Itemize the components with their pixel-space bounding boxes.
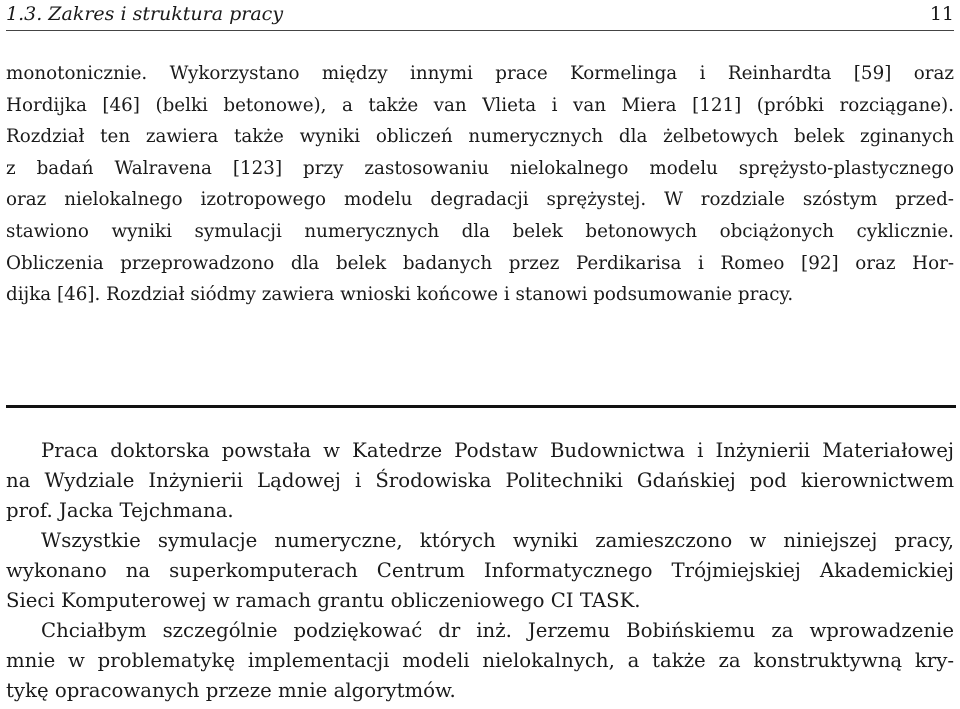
section-title: 1.3. Zakres i struktura pracy (6, 3, 284, 25)
text-line: dijka [46]. Rozdział siódmy zawiera wnioski końcowe i stanowi podsumowanie pracy. (6, 284, 794, 306)
ack-line: Wszystkie symulacje numeryczne, których wyniki zamieszczono w niniejszej pracy, (41, 529, 954, 552)
ack-line: prof. Jacka Tejchmana. (6, 499, 234, 522)
text-line: Obliczenia przeprowadzono dla belek badanych przez Perdikarisa i Romeo [92] oraz Hor- (6, 252, 954, 274)
ack-line: Sieci Komputerowej w ramach grantu obliczeniowego CI TASK. (6, 589, 641, 612)
text-line: Hordijka [46] (belki betonowe), a także van Vlieta i van Miera [121] (próbki rozciągane). (6, 94, 954, 116)
text-line: stawiono wyniki symulacji numerycznych dla belek betonowych obciążonych cyklicznie. (6, 220, 954, 242)
text-line: Rozdział ten zawiera także wyniki obliczeń numerycznych dla żelbetowych belek zginanych (6, 126, 954, 148)
page-number: 11 (929, 3, 954, 25)
running-header (6, 0, 954, 31)
ack-line: mnie w problematykę implementacji modeli nielokalnych, a także za konstruktywną kry- (6, 649, 954, 672)
ack-line: Praca doktorska powstała w Katedrze Podstaw Budownictwa i Inżynierii Materiałowej (41, 439, 954, 462)
ack-line: tykę opracowanych przeze mnie algorytmów. (6, 679, 456, 702)
text-line: monotonicznie. Wykorzystano między innymi prace Kormelinga i Reinhardta [59] oraz (6, 63, 954, 84)
ack-line: wykonano na superkomputerach Centrum Informatycznego Trójmiejskiej Akademickiej (6, 559, 954, 582)
ack-line: Chciałbym szczególnie podziękować dr inż. Jerzemu Bobińskiemu za wprowadzenie (41, 619, 954, 642)
text-line: oraz nielokalnego izotropowego modelu degradacji sprężystej. W rozdziale szóstym przed- (6, 189, 954, 211)
ack-line: na Wydziale Inżynierii Lądowej i Środowiska Politechniki Gdańskiej pod kierownictwem (6, 469, 954, 492)
text-line: z badań Walravena [123] przy zastosowaniu nielokalnego modelu sprężysto-plastycznego (6, 157, 954, 179)
body-paragraph (6, 58, 954, 311)
acknowledgements (6, 436, 954, 706)
horizontal-rule (6, 405, 956, 408)
